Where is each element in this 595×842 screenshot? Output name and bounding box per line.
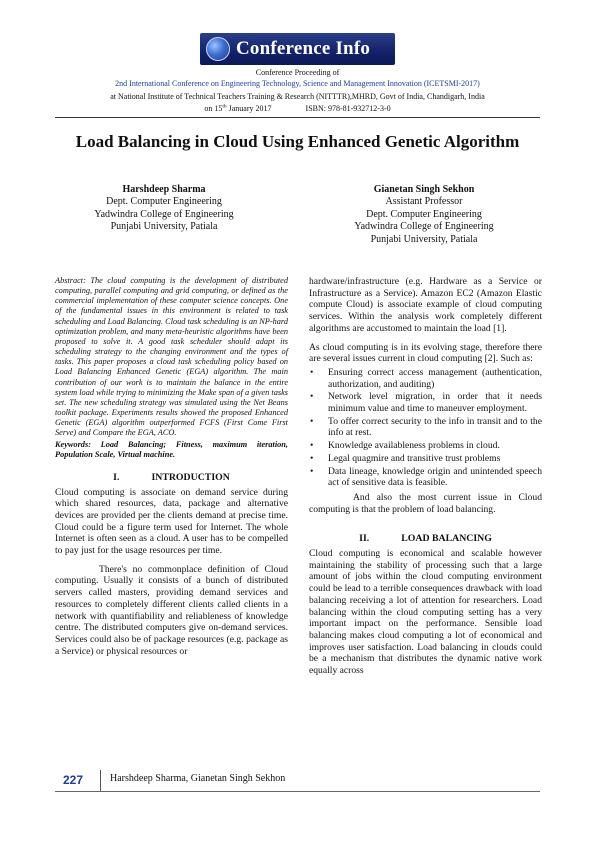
footer-rule — [55, 791, 540, 792]
list-item: • Data lineage, knowledge origin and unintended speech act of sensitive data is feasible. — [310, 465, 542, 489]
bullet-icon: • — [310, 465, 314, 477]
conference-info-logo — [200, 33, 395, 65]
left-column — [55, 276, 288, 657]
bullet-icon: • — [310, 452, 314, 464]
author-name: Harshdeep Sharma — [122, 184, 206, 195]
conference-name: 2nd International Conference on Engineering Technology, Science and Management Innovation (ICETSMI-2017) — [115, 79, 480, 88]
keywords: Keywords: Load Balancing; Fitness, maximum iteration, Population Scale, Virtual machine. — [55, 439, 288, 459]
section-number: I. — [113, 471, 120, 483]
issues-list — [309, 367, 542, 489]
bullet-icon: • — [310, 391, 314, 403]
author-affiliation: Dept. Computer Engineering — [366, 208, 482, 220]
paper-title: Load Balancing in Cloud Using Enhanced Genetic Algorithm — [75, 132, 520, 151]
intro-paragraph-3: hardware/infrastructure (e.g. Hardware as a Service or Infrastructure as a Service). Amazon EC2 (Amazon Elastic compute Cloud) is associate example of cloud computing services. Within the analysis work completely different algorithms are accustomed to maintain the load [1]. — [309, 276, 542, 334]
author-affiliation: Punjabi University, Patiala — [110, 221, 218, 233]
footer-authors: Harshdeep Sharma, Gianetan Singh Sekhon — [110, 773, 286, 784]
header-rule — [55, 117, 540, 118]
globe-icon — [206, 37, 230, 61]
author-block-2 — [304, 184, 544, 246]
section-title: LOAD BALANCING — [401, 533, 492, 545]
logo-text: Conference Info — [236, 38, 371, 59]
right-column — [309, 276, 542, 677]
section-heading-load-balancing — [309, 533, 542, 545]
author-name: Gianetan Singh Sekhon — [373, 184, 475, 195]
author-affiliation: Dept. Computer Engineering — [106, 196, 222, 208]
isbn: ISBN: 978-81-932712-3-0 — [305, 104, 391, 113]
proceeding-label: Conference Proceeding of — [255, 68, 340, 77]
footer-divider — [100, 770, 101, 792]
intro-paragraph-1: Cloud computing is associate on demand service during which shared resources, data, package and alternative devices are provided per the clients demand at precise time. Cloud could be a figure term used for Internet. The whole Internet is often seen as a cloud. A user has to be compelled to pay just for the usage resources per time. — [55, 486, 288, 557]
intro-paragraph-2: There's no commonplace definition of Cloud computing. Usually it consists of a bunch of distributed servers called masters, providing demand services and resources to completely different clients called clients in a network with quantifiability and reliableness of knowledge centre. The distributed computers give on-demand services. Services could also be of package resources (e.g. package as a Service) or physical resources or — [55, 563, 288, 657]
intro-paragraph-5: And also the most current issue in Cloud computing is that the problem of load balancing. — [309, 491, 542, 515]
author-affiliation: Punjabi University, Patiala — [370, 233, 478, 245]
abstract: Abstract: The cloud computing is the development of distributed computing, parallel computing and grid computing, or defined as the commercial implementation of these computer science concepts. One of the fundamental issues in this environment is related to task scheduling and Load Balancing. Cloud task scheduling is an NP-hard optimization problem, and many meta-heuristic algorithms have been proposed to solve it. A good task scheduler should adapt its scheduling strategy to the changing environment and the types of tasks. This paper proposes a cloud task scheduling policy based on Load Balancing Enhanced Genetic (EGA) algorithm. The main contribution of our work is to maintain the balance in the entire system load while trying to minimizing the Make span of a given tasks set. The new scheduling strategy was simulated using the Net Beans toolkit package. Experiments results showed the proposed Enhanced Genetic (EGA) algorithm outperformed FCFS (First Come First Serve) and Compare the EGA, ACO. — [55, 276, 288, 438]
author-affiliation: Assistant Professor — [385, 196, 463, 208]
list-item: • Knowledge availableness problems in cloud. — [310, 440, 500, 452]
page-number: 227 — [63, 773, 84, 787]
date-sup: th — [222, 103, 227, 110]
list-item: • To offer correct security to the info in transit and to the info at rest. — [310, 415, 542, 439]
venue-line: at National Institute of Technical Teachers Training & Research (NITTTR),MHRD, Govt of India, Chandigarh, India — [110, 92, 485, 101]
load-balancing-paragraph: Cloud computing is economical and scalable however maintaining the stability of processing such that a large amount of jobs within the cloud computing environment could be lead to a terrible consequences drawback with load balancing receiving a lot of attention for researchers. Load balancing within the cloud computing setting has a very important impact on the performance. Sensible load balancing makes cloud computing a lot of economical and improves user satisfaction. Load balancing in clouds could be a mechanism that distributes the dynamic native work equally across — [309, 548, 542, 677]
section-number: II. — [359, 533, 370, 545]
author-affiliation: Yadwindra College of Engineering — [354, 221, 494, 233]
date-prefix: on 15 — [204, 104, 223, 113]
bullet-icon: • — [310, 366, 314, 378]
date-isbn-line — [0, 104, 595, 114]
section-heading-introduction — [55, 472, 288, 484]
author-block-1 — [44, 184, 284, 234]
list-item: • Network level migration, in order that it needs minimum value and time to maneuver employment. — [310, 391, 542, 415]
bullet-icon: • — [310, 415, 314, 427]
intro-paragraph-4: As cloud computing is in its evolving stage, therefore there are several issues current in cloud computing [2]. Such as: — [309, 341, 542, 365]
section-title: INTRODUCTION — [151, 471, 230, 483]
list-item: • Legal quagmire and transitive trust problems — [310, 452, 501, 464]
page-footer — [55, 770, 540, 792]
date-suffix: January 2017 — [226, 104, 272, 113]
author-affiliation: Yadwindra College of Engineering — [94, 208, 234, 220]
list-item: • Ensuring correct access management (authentication, authorization, and auditing) — [310, 366, 542, 390]
bullet-icon: • — [310, 440, 314, 452]
